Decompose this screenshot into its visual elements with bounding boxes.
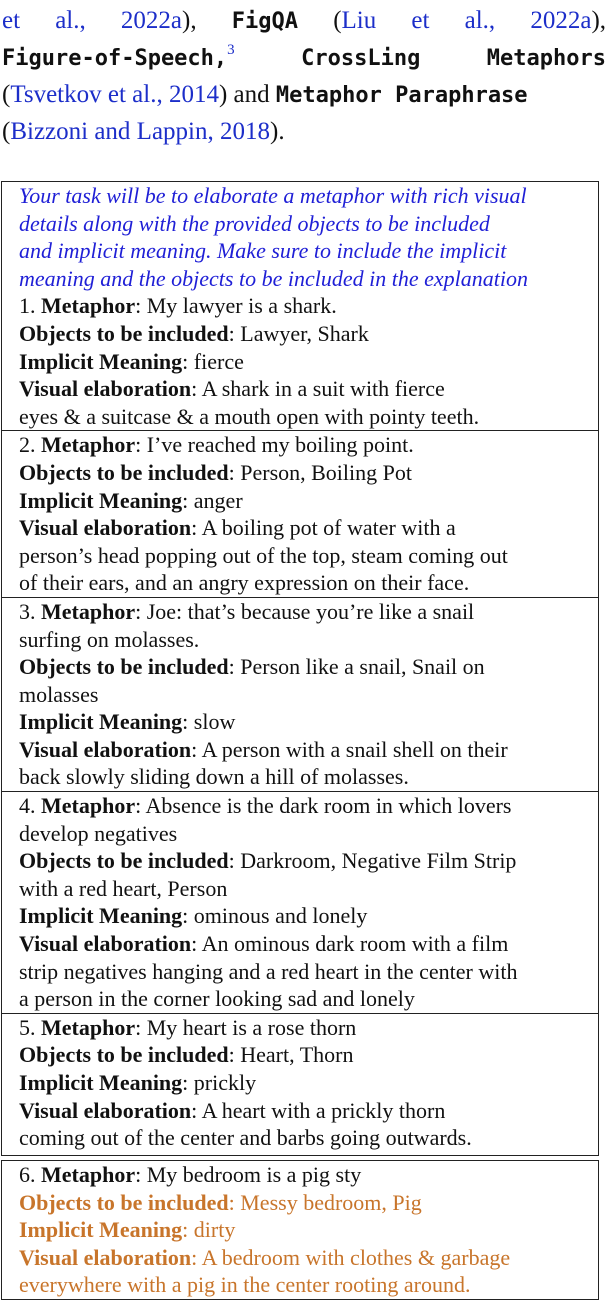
punct: ). <box>270 118 285 145</box>
example-5 <box>2 1013 598 1152</box>
visual-line: Visual elaboration: An ominous dark room with a film <box>19 931 509 957</box>
objects-line: molasses <box>19 681 99 707</box>
meaning-line: Implicit Meaning: slow <box>19 709 236 735</box>
intro-paragraph <box>2 2 606 150</box>
metaphor-line: surfing on molasses. <box>19 626 200 652</box>
dataset-name-figure-of-speech: Figure-of-Speech, <box>2 46 228 71</box>
prompt-box <box>1 181 599 1156</box>
punct: ), <box>182 7 197 34</box>
dataset-name-metaphor-paraphrase: Metaphor Paraphrase <box>275 83 528 108</box>
example-4 <box>2 791 598 1013</box>
punct: ( <box>2 118 11 145</box>
meaning-line: Implicit Meaning: anger <box>19 487 243 513</box>
meaning-line: Implicit Meaning: ominous and lonely <box>19 903 368 929</box>
target-box <box>1 1160 599 1300</box>
example-1 <box>2 292 598 430</box>
intro-line-1 <box>2 2 606 39</box>
example-6 <box>2 1161 598 1299</box>
metaphor-line: 4. Metaphor: Absence is the dark room in which lovers <box>19 793 512 819</box>
visual-line: everywhere with a pig in the center rooting around. <box>19 1272 471 1298</box>
visual-line: Visual elaboration: A shark in a suit with fierce <box>19 376 445 402</box>
objects-line: Objects to be included: Lawyer, Shark <box>19 320 369 346</box>
objects-line: with a red heart, Person <box>19 875 228 901</box>
metaphor-line: 6. Metaphor: My bedroom is a pig sty <box>19 1162 362 1187</box>
visual-line: back slowly sliding down a hill of molasses. <box>19 764 409 790</box>
visual-line: Visual elaboration: A heart with a prickly thorn <box>19 1097 446 1123</box>
visual-line: a person in the corner looking sad and lonely <box>19 986 415 1012</box>
intro-line-4 <box>2 113 606 150</box>
metaphor-line: 3. Metaphor: Joe: that’s because you’re like a snail <box>19 598 475 624</box>
instruction-text <box>2 182 598 292</box>
objects-line: Objects to be included: Messy bedroom, Pig <box>19 1189 422 1215</box>
citation-bizzoni[interactable]: Bizzoni and Lappin, 2018 <box>10 118 270 145</box>
instruction-line: and implicit meaning. Make sure to include the implicit <box>19 238 507 264</box>
footnote-marker[interactable]: 3 <box>227 42 235 58</box>
intro-line-2 <box>2 39 606 76</box>
dataset-name-figqa: FigQA <box>231 9 299 34</box>
metaphor-line: 1. Metaphor: My lawyer is a shark. <box>19 293 337 319</box>
dataset-name-crossling: CrossLing <box>301 46 421 71</box>
example-2 <box>2 430 598 597</box>
meaning-line: Implicit Meaning: dirty <box>19 1217 236 1243</box>
intro-line-3 <box>2 76 606 113</box>
objects-line: Objects to be included: Heart, Thorn <box>19 1042 354 1068</box>
visual-line: eyes & a suitcase & a mouth open with pointy teeth. <box>19 403 480 429</box>
punct: ( <box>333 7 342 34</box>
visual-line: person’s head popping out of the top, steam coming out <box>19 542 508 568</box>
visual-line: of their ears, and an angry expression on their face. <box>19 570 470 596</box>
objects-line: Objects to be included: Person like a snail, Snail on <box>19 654 485 680</box>
objects-line: Objects to be included: Person, Boiling Pot <box>19 459 412 485</box>
visual-line: strip negatives hanging and a red heart in the center with <box>19 958 518 984</box>
citation-liu: Liu et al., 2022a <box>341 7 592 34</box>
metaphor-line: 2. Metaphor: I’ve reached my boiling point. <box>19 432 414 458</box>
metaphor-line: 5. Metaphor: My heart is a rose thorn <box>19 1014 357 1040</box>
punct: ), <box>591 7 607 34</box>
meaning-line: Implicit Meaning: fierce <box>19 348 244 374</box>
metaphor-line: develop negatives <box>19 820 178 846</box>
visual-line: coming out of the center and barbs going outwards. <box>19 1125 472 1151</box>
citation: et al., 2022a <box>2 7 183 34</box>
visual-line: Visual elaboration: A boiling pot of water with a <box>19 515 456 541</box>
punct: ( <box>2 81 11 108</box>
objects-line: Objects to be included: Darkroom, Negative Film Strip <box>19 848 517 874</box>
visual-line: Visual elaboration: A person with a snail shell on their <box>19 736 508 762</box>
citation-tsvetkov[interactable]: Tsvetkov et al., 2014 <box>10 81 219 108</box>
intro-text: ) and <box>218 81 270 108</box>
instruction-line: meaning and the objects to be included in the explanation <box>19 265 528 291</box>
meaning-line: Implicit Meaning: prickly <box>19 1070 257 1095</box>
visual-line: Visual elaboration: A bedroom with clothes & garbage <box>19 1244 511 1270</box>
instruction-line: details along with the provided objects to be included <box>19 210 490 236</box>
instruction-line: Your task will be to elaborate a metaphor with rich visual <box>19 183 527 208</box>
dataset-name-metaphors: Metaphors <box>486 46 607 71</box>
example-3 <box>2 597 598 791</box>
